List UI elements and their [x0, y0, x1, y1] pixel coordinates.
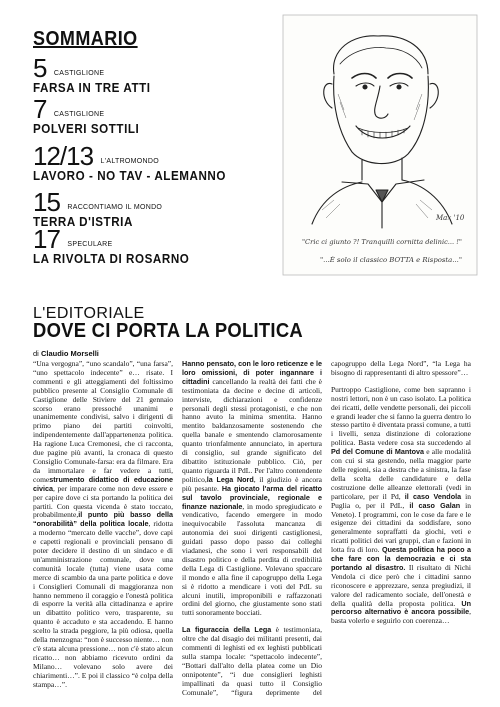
toc-item[interactable] [33, 224, 201, 266]
toc-item[interactable] [33, 53, 159, 95]
toc-page-number: 12/13 [33, 141, 94, 171]
byline-prefix: di [33, 349, 39, 358]
body-text: , per imparare come non deve essere e per capire dove ci sta portando la politica dei partiti. Con questa vicenda è stato toccato, probabilmente, [33, 483, 173, 520]
toc-page-number: 15 [33, 187, 60, 217]
body-text: e alle modalità con cui si sta gestendo, nella maggior parte delle regioni, sia a destra che a sinistra, la fase della scelta delle candidature e della costruzione delle alleanze elettorali (vedi in particolare, per il Pd, [331, 447, 471, 501]
toc-section: RACCONTIAMO IL MONDO [67, 204, 163, 211]
editorial-byline [33, 349, 99, 358]
caricature-illustration [282, 14, 478, 276]
toc-section: SPECULARE [67, 241, 113, 248]
editorial-body [33, 360, 471, 700]
editorial-title: DOVE CI PORTA LA POLITICA [33, 320, 303, 342]
body-bold: Questa politica ha poco a che fare con la democrazia e ci sta portando al disastro. [331, 545, 471, 572]
toc-headline: POLVERI SOTTILI [33, 122, 140, 136]
body-text: , ridotta a moderno “mercato delle vacche”, dove capi e capetti regionali e provinciali pensano di poter decidere il destino di un sindaco e di un'amministrazione comunale, dove una comunità locale (tutta) viene usata come merce di scambio da una parte politica e dove i Consiglieri Comunali di maggioranza non hanno nemmeno il coraggio e l'onestà politica di esporre la verità alla cittadinanza e aprire un dibattito politico vero, trasparente, su quanto è accaduto e sta accadendo. E hanno scelto la strada peggiore, la più odiosa, quella della menzogna: “non è successo niente… non c'è stata alcuna pressione… non c'è stato alcun ricatto… non abbiamo ricevuto ordini da Milano… volevano solo avere dei chiarimenti…”. E poi il classico “è colpa della stampa…”. [33, 519, 173, 689]
body-bold: la Lega Nord [206, 474, 254, 484]
body-bold: Ha giocato l'arma del ricatto sul tavolo provinciale, regionale e finanze nazionale [182, 483, 322, 511]
body-bold: il caso Vendola [404, 491, 462, 501]
toc-section: L'ALTROMONDO [100, 158, 160, 165]
body-bold: Hanno pensato, con le loro reticenze e le loro omissioni, di poter ingannare i cittadini [182, 360, 322, 386]
body-bold: Pd del Comune di Mantova [331, 447, 425, 457]
toc-page-number: 17 [33, 224, 60, 254]
toc-page-number: 5 [33, 53, 47, 83]
sommario-title: SOMMARIO [33, 28, 138, 50]
toc-headline: LA RIVOLTA DI ROSARNO [33, 252, 190, 266]
body-text: , basta volerlo e seguirlo con coerenza… [331, 607, 471, 626]
body-paragraph [182, 360, 322, 618]
body-paragraph [33, 360, 173, 690]
toc-item[interactable] [33, 94, 147, 136]
body-text: Il risultato di Nichi Vendola ci dice però che i cittadini sanno riconoscere e apprezzare, senza pregiudizi, il valore del radicamento sociale, dell'onestà e della qualità della proposta politica. [331, 562, 471, 608]
editorial-kicker: L'EDITORIALE [33, 305, 145, 322]
body-paragraph [331, 386, 471, 626]
body-bold: Un percorso alternativo è ancora possibile [331, 598, 471, 617]
sketch-caption-1: "Cric ci giunto ?! Tranquilli cornitta delinic... !" [302, 239, 463, 246]
toc-headline: FARSA IN TRE ATTI [33, 81, 151, 95]
body-bold: il punto più basso della “onorabilità” della politica locale [33, 510, 173, 529]
body-text: , il giudizio è ancora più pesante. [182, 474, 322, 493]
body-text: , in modo spregiudicato e vendicativo, facendo emergere in modo inequivocabile l'assoluta mancanza di autonomia dei suoi dirigenti castiglionesi, guidati passo dopo passo dai colleghi viadanesi, che sono i veri responsabili del disastro politico e della perdita di credibilità della Lega di Castiglione. Volevano spaccare il mondo e alla fine il capogruppo della Lega si è ridotto a mendicare i voti del PdL su alcuni inutili, improponibili e raffazzonati ordini del giorno, che giustamente sono stati tutti sonoramente bocciati. [182, 501, 322, 618]
toc-headline: LAVORO - NO TAV - ALEMANNO [33, 169, 226, 183]
byline-author[interactable]: Claudio Morselli [40, 349, 99, 358]
body-text: in Veneto). I programmi, con le cose da fare e le esigenze dei cittadini da soddisfare, sono generalmente sopraffatti da giochi, veti e ricatti politici dei vari gruppi, clan e fazioni in lotta fra di loro. [331, 500, 471, 555]
toc-page-number: 7 [33, 94, 47, 124]
toc-section: CASTIGLIONE [53, 111, 105, 118]
body-text: “Una vergogna”, “uno scandalo”, “una farsa”, “uno spettacolo indecente” e… risate. I commenti e gli atteggiamenti del foltissimo pubblico presente al Consiglio Comunale di Castiglione delle Stiviere del 21 gennaio scorso erano pressoché unanimi e unanimemente condivisi, salvo i dirigenti di primo piano dei partiti coinvolti, indipendentemente dall'appartenenza politica. Ha ragione Luca Cremonesi, che ci racconta, due pagine più avanti, la cronaca di questo Consiglio Comunale-farsa: era da filmare. Era da immortalare e far vedere a tutti, come [33, 360, 173, 484]
toc-headline: TERRA D'ISTRIA [33, 215, 133, 229]
body-text: Purtroppo Castiglione, come ben sapranno i nostri lettori, non è un caso isolato. La politica dei ricatti, delle vendette personali, dei piccoli e grandi leader che si fanno la guerra dentro lo stesso partito è diventata prassi comune, a tutti i livelli, senza distinzione di colorazione politica. Basta vedere cosa sta succedendo al [331, 384, 471, 448]
toc-section: CASTIGLIONE [53, 70, 105, 77]
body-bold: il caso Galan [409, 500, 461, 510]
body-bold: La figuraccia della Lega [182, 625, 272, 635]
toc-item[interactable] [33, 141, 240, 183]
sketch-signature: Max '10 [436, 214, 465, 222]
body-text: è testimoniata, oltre che dal disagio dei militanti presenti, dai commenti di leghisti ed ex leghisti pubblicati sulla stampa locale: “spettacolo indecente”, “Bottari dall'alto della platea come un Dio onnipotente”, “i due consiglieri leghisti impallinati da quasi tutto il Consiglio Comunale”, “figura deprimente del capogruppo della Lega Nord”, “la Lega ha bisogno di rappresentanti di altro spessore”… [182, 360, 471, 697]
body-text: cancellando la realtà dei fatti che è testimoniata da decine e decine di articoli, interviste, dichiarazioni e confidenze personali degli stessi protagonisti, e che non hanno avuto la minima smentita. Hanno mentito baldanzosamente sostenendo che quella banale e smentendo clamorosamente quanto trionfalmente annunciato, in apertura di consiglio, sul grande significato del dibattito istituzionale pubblico. Ciò, per quanto riguarda il PdL. Per l'altro contendente politico, [182, 376, 322, 484]
body-text: in Puglia o, per il PdL, [331, 491, 471, 510]
sketch-caption-2: "...È solo il classico BOTTA e Risposta..." [320, 257, 448, 264]
body-bold: strumento didattico di educazione civica [33, 474, 173, 493]
